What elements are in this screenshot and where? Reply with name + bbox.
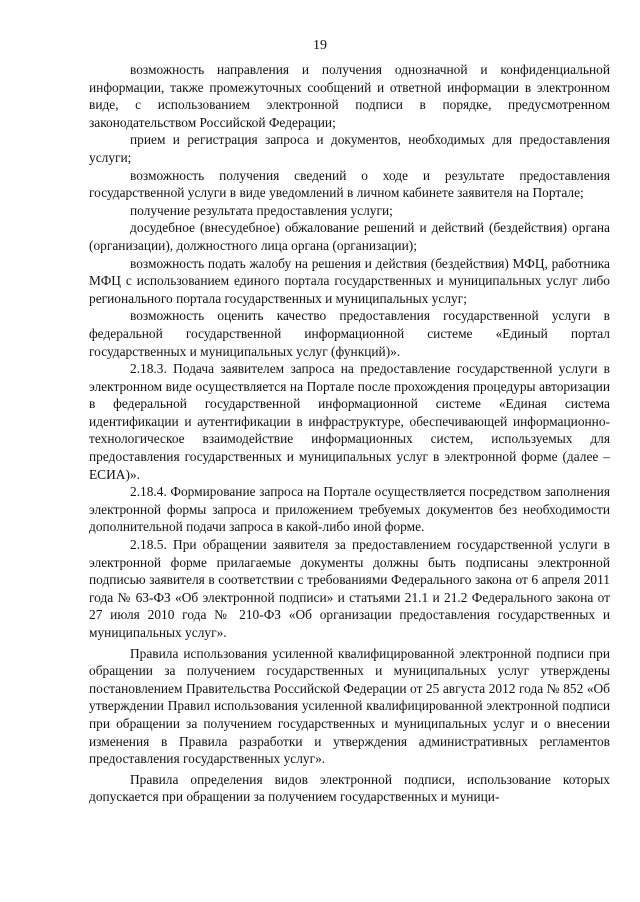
- page-number: 19: [313, 38, 327, 53]
- document-body: [89, 61, 610, 806]
- body-paragraph: возможность направления и получения однозначной и конфиденциальной информации, также промежуточных сообщений и ответной информации в электронном виде, с использованием электронной подписи в порядке, предусмотренном законодательством Российской Федерации;: [89, 62, 610, 130]
- body-paragraph: возможность оценить качество предоставления государственной услуги в федеральной государственной информационной системе «Единый портал государственных и муниципальных услуг (функций)».: [89, 308, 610, 359]
- section-2-18-4-paragraph: 2.18.4. Формирование запроса на Портале осуществляется посредством заполнения электронной формы запроса и приложением требуемых документов без необходимости дополнительной подачи запроса в какой-либо иной форме.: [89, 484, 610, 535]
- section-2-18-5-paragraph: 2.18.5. При обращении заявителя за предоставлением государственной услуги в электронной форме прилагаемые документы должны быть подписаны электронной подписью заявителя в соответствии с требованиями Федерального закона от 6 апреля 2011 года № 63-ФЗ «Об электронной подписи» и статьями 21.1 и 21.2 Федерального закона от 27 июля 2010 года № 210-ФЗ «Об организации предоставления государственных и муниципальных услуг».: [89, 537, 610, 640]
- signature-types-paragraph: Правила определения видов электронной подписи, использование которых допускается при обращении за получением государственных и муници-: [89, 771, 610, 805]
- signature-rules-paragraph: Правила использования усиленной квалифицированной электронной подписи при обращении за получением государственных и муниципальных услуг утверждены постановлением Правительства Российской Федерации от 25 августа 2012 года № 852 «Об утверждении Правил использования усиленной квалифицированной электронной подписи при обращении за получением государственных и муниципальных услуг и о внесении изменения в Правила разработки и утверждения административных регламентов предоставления государственных услуг».: [89, 645, 610, 767]
- body-paragraph: возможность получения сведений о ходе и результате предоставления государственной услуги в виде уведомлений в личном кабинете заявителя на Портале;: [89, 167, 610, 201]
- body-paragraph: прием и регистрация запроса и документов, необходимых для предоставления услуги;: [89, 132, 610, 165]
- body-paragraph: возможность подать жалобу на решения и действия (бездействия) МФЦ, работника МФЦ с использованием единого портала государственных и муниципальных услуг либо регионального портала государственных и муниципальных услуг;: [89, 255, 610, 306]
- section-2-18-3-paragraph: 2.18.3. Подача заявителем запроса на предоставление государственной услуги в электронном виде осуществляется на Портале после прохождения процедуры авторизации в федеральной государственной информационной системе «Единая система идентификации и аутентификации в инфраструктуре, обеспечивающей информационно-технологическое взаимодействие информационных систем, используемых для предоставления государственных и муниципальных услуг в электронной форме (далее – ЕСИА)».: [89, 361, 610, 482]
- body-paragraph: получение результата предоставления услуги;: [130, 202, 393, 218]
- body-paragraph: досудебное (внесудебное) обжалование решений и действий (бездействия) органа (организации), должностного лица органа (организации);: [89, 220, 610, 253]
